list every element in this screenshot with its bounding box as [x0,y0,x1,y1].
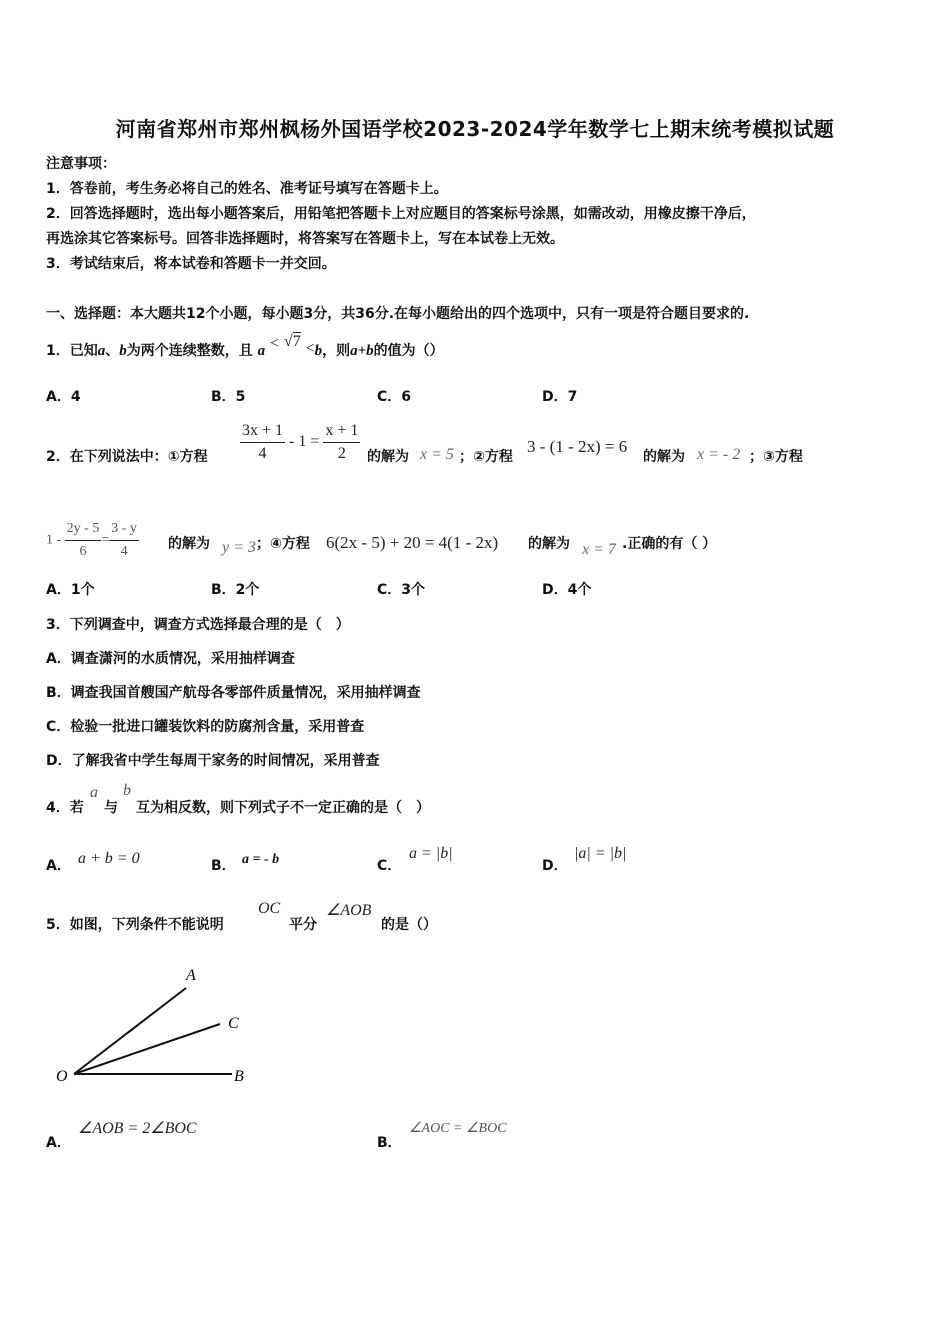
q1-ineq-b: b [314,343,323,359]
q1-stem [46,333,444,360]
q3-option-d: D．了解我省中学生每周干家务的时间情况，采用普查 [46,753,380,769]
q4-expr-a: a + b = 0 [78,850,140,867]
q1-var-b: b [119,343,127,359]
q2-frac2-num: x + 1 [323,420,360,443]
q2-text-3: ；③方程 [749,449,803,465]
q2-x7: x = 7 [582,541,616,558]
q4-text-3: 互为相反数，则下列式子不一定正确的是（ ） [136,800,430,816]
q2-frac1-num: 3x + 1 [240,420,285,443]
q2-frac4-den: 4 [120,544,128,559]
ray-oa [74,988,186,1074]
label-b: B [234,1068,244,1085]
q2-sol-2: 的解为 [643,449,685,465]
q3-option-c: C．检验一批进口罐装饮料的防腐剂含量，采用普查 [46,719,365,735]
q5-expr-a: ∠AOB = 2∠BOC [78,1120,197,1137]
q2-x5: x = 5 [420,446,454,463]
q1-ineq-a: a [257,343,266,359]
q5-label-a: A． [46,1135,71,1151]
q4-expr-d: |a| = |b| [574,845,627,862]
q1-option-d: D．7 [542,389,578,405]
q2-frac2-den: 2 [337,445,346,462]
q1-lt-2: < [305,340,315,357]
q2-text-5: .正确的有（ ） [622,536,717,552]
q2-eq3-eq: = [101,532,110,548]
q2-eq4: 6(2x - 5) + 20 = 4(1 - 2x) [326,533,499,552]
q1-text-1: 1．已知 [46,343,98,359]
q2-eq3-one: 1 - [46,532,62,548]
q2-eq3 [46,518,139,563]
q5-text-1: 5．如图，下列条件不能说明 [46,917,224,933]
q2-sol-4: 的解为 [528,536,570,552]
q5-label-b: B． [377,1135,402,1151]
q2-eq1-mid: - 1 = [289,433,320,451]
ray-oc [74,1024,220,1074]
q4-expr-b: a = - b [242,852,280,867]
q2-text-4: ；④方程 [256,536,310,552]
q1-text-2: 为两个连续整数，且 [126,343,253,359]
q2-eq2: 3 - (1 - 2x) = 6 [527,437,628,456]
q1-lt-1: < [270,335,280,352]
q4-label-d: D． [542,858,568,874]
q3-stem: 3．下列调查中，调查方式选择最合理的是（ ） [46,617,350,633]
q2-frac3-num: 2y - 5 [65,518,102,541]
q2-eq1 [240,420,360,465]
q4-var-a: a [90,784,98,801]
q1-option-b: B．5 [211,389,246,405]
q4-var-b: b [123,782,131,799]
q2-text-1: 2．在下列说法中：①方程 [46,449,208,465]
q4-label-a: A． [46,858,71,874]
notice-heading: 注意事项： [46,156,116,172]
q3-option-b: B．调查我国首艘国产航母各零部件质量情况，采用抽样调查 [46,685,421,701]
q5-expr-b: ∠AOC = ∠BOC [409,1121,507,1136]
q5-text-2: 平分 [289,917,317,933]
q1-var-a: a [97,343,106,359]
q2-xm2: x = - 2 [697,446,741,463]
q2-option-c: C．3个 [377,582,426,598]
q4-expr-c: a = |b| [409,845,453,862]
q2-option-a: A．1个 [46,582,95,598]
label-c: C [228,1015,239,1032]
notice-item-2b: 再选涂其它答案标号。回答非选择题时，将答案写在答题卡上，写在本试卷上无效。 [46,231,564,247]
q2-text-2: ；②方程 [459,449,513,465]
notice-item-1: 1．答卷前，考生务必将自己的姓名、准考证号填写在答题卡上。 [46,181,448,197]
q3-option-a: A．调查潇河的水质情况，采用抽样调查 [46,651,295,667]
q1-sqrt: √7 [283,333,301,350]
q4-text-2: 与 [104,800,118,816]
q1-text-3: ，则 [322,343,351,359]
q1-text-4: 的值为（） [373,343,444,359]
label-o: O [56,1068,68,1085]
q2-frac3-den: 6 [79,544,87,559]
q5-oc: OC [258,900,281,917]
q2-sol-3: 的解为 [168,536,210,552]
q2-option-b: B．2个 [211,582,260,598]
q4-label-c: C． [377,858,402,874]
q1-option-a: A．4 [46,389,81,405]
q2-y3: y = 3 [222,539,256,556]
q1-sep: 、 [105,343,120,359]
q4-label-b: B． [211,858,236,874]
q1-radicand: 7 [292,333,301,350]
q5-aob: ∠AOB [326,902,372,919]
section-heading: 一、选择题：本大题共12个小题，每小题3分，共36分.在每小题给出的四个选项中，只有一项是符合题目要求的. [46,306,750,322]
q2-option-d: D．4个 [542,582,592,598]
q2-frac1-den: 4 [258,445,267,462]
q2-frac4-num: 3 - y [109,518,139,541]
angle-figure [50,960,270,1090]
q4-text-1: 4．若 [46,800,84,816]
notice-item-2a: 2．回答选择题时，选出每小题答案后，用铅笔把答题卡上对应题目的答案标号涂黑，如需改动，用橡皮擦干净后， [46,206,756,222]
page-title: 河南省郑州市郑州枫杨外国语学校2023-2024学年数学七上期末统考模拟试题 [115,117,835,141]
notice-item-3: 3．考试结束后，将本试卷和答题卡一并交回。 [46,256,336,272]
q2-sol-1: 的解为 [367,449,409,465]
q1-option-c: C．6 [377,389,412,405]
label-a: A [186,967,196,984]
q1-apb: a+b [350,343,374,359]
q5-text-3: 的是（） [381,917,437,933]
